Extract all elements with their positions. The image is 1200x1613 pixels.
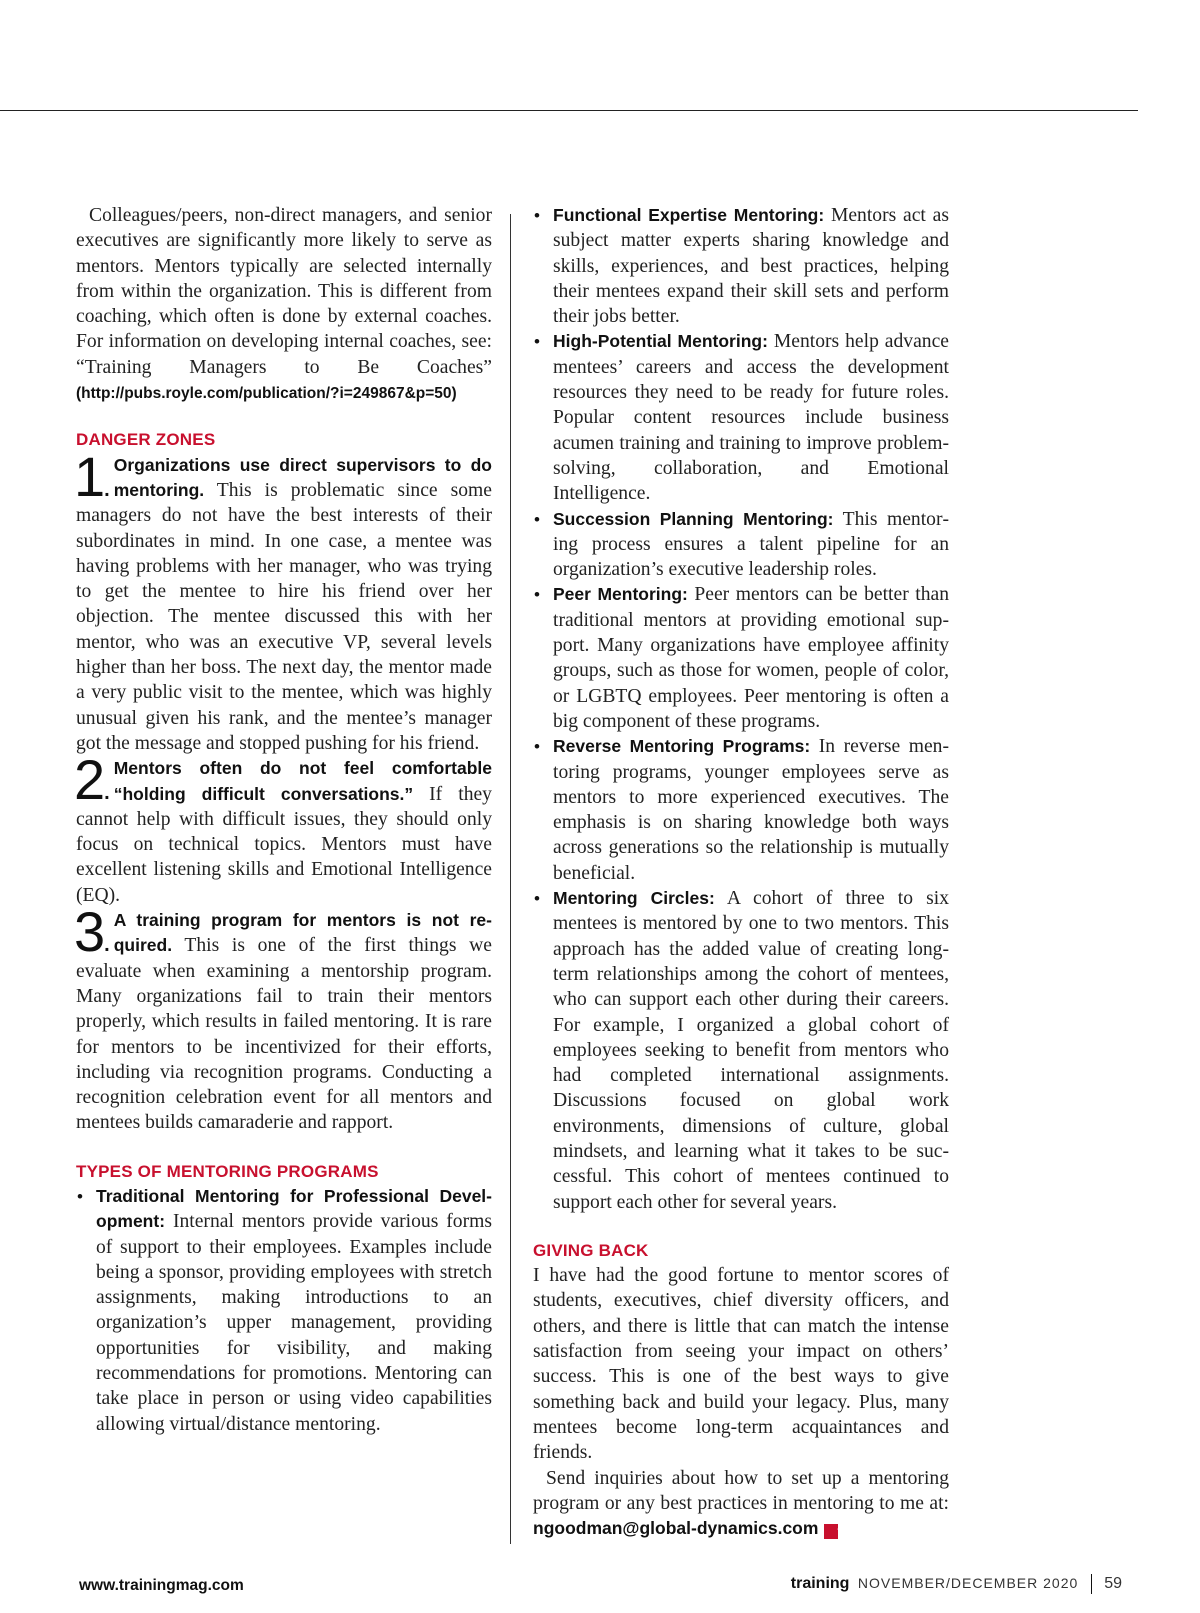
list-item — [533, 734, 949, 886]
list-item — [533, 203, 949, 329]
author-email-link[interactable]: ngoodman@global-dynamics.com — [533, 1518, 819, 1539]
danger-item-lead: Organizations use direct supervisors to do mentoring. — [113, 454, 492, 500]
danger-zones-heading: DANGER ZONES — [76, 430, 216, 450]
top-rule — [0, 110, 1138, 111]
list-item-text: This mentoring process ensures a talent pipeline for an organization’s executive leadership roles. — [553, 508, 949, 581]
types-list-left — [76, 1184, 492, 1437]
list-item-lead: Succession Planning Mentoring: — [553, 508, 834, 529]
list-item-text: Mentors act as subject matter experts sharing knowledge and skills, experiences, and best practices, helping their mentees expand their skill sets and perform their jobs better. — [553, 205, 949, 328]
danger-item-lead: A training program for mentors is not required. — [113, 910, 492, 956]
list-item — [76, 1184, 492, 1437]
danger-item-text: If they cannot help with difficult issues, they should only focus on technical topics. Mentors must have excellent listening skills and Emotional Intelligence (EQ). — [76, 783, 492, 906]
danger-item-lead: Mentors often do not feel comfortable “holding difficult conversations.” — [113, 758, 492, 804]
bullet-icon: • — [534, 737, 540, 757]
bullet-icon: • — [534, 332, 540, 352]
bullet-icon: • — [534, 889, 540, 909]
list-item-lead: Functional Expertise Mentoring: — [553, 205, 825, 225]
list-item-text: Peer mentors can be better than traditional mentors at providing emotional support. Many organizations have employee affinity groups, such as those for women, people of color, or LGBTQ employees. Peer mentoring is often a big component of these programs. — [553, 584, 949, 732]
intro-paragraph — [76, 203, 492, 406]
danger-item-text: This is one of the first things we evaluate when examining a mentorship program. Many organizations fail to train their mentors properly, which results in failed mentoring. It is rare for mentors to be incentivized for their efforts, including via recognition programs. Conducting a recognition celebration event for all mentors and mentees builds camaraderie and rapport. — [76, 935, 492, 1134]
list-item — [533, 507, 949, 583]
bullet-icon: • — [534, 509, 540, 529]
bullet-icon: • — [77, 1186, 83, 1206]
list-item-lead: High-Potential Mentoring: — [553, 331, 768, 352]
giving-back-paragraph-1: I have had the good fortune to mentor scores of students, executives, chief diversity officers, and others, and there is little that can match the intense satisfaction from seeing your impact on others’ success. This is one of the best ways to give something back and build your legacy. Plus, many mentees become long-term acquaintances and friends. — [533, 1265, 949, 1464]
right-column — [533, 203, 949, 1541]
list-item — [533, 329, 949, 506]
footer-brand: training — [790, 1575, 850, 1593]
left-column — [76, 203, 492, 1437]
coaches-article-link[interactable]: (http://pubs.royle.com/publication/?i=249867&p=50) — [76, 385, 457, 403]
types-list-right — [533, 203, 949, 1215]
list-item-text: Mentors help advance mentees’ careers and access the development resources they need to be ready for future roles. Popular content resources include business acumen training and training to improve problem-solving, collaboration, and Emotional Intelligence. — [553, 331, 949, 505]
danger-item-2 — [74, 748, 492, 908]
danger-item-3 — [74, 900, 492, 1136]
bullet-icon: • — [534, 206, 540, 225]
inquiry-text: Send inquiries about how to set up a mentoring program or any best practices in mentoring to me at: — [533, 1467, 949, 1514]
list-item-lead: Peer Mentoring: — [553, 584, 688, 605]
footer-separator — [1091, 1574, 1092, 1594]
giving-back-paragraph-2 — [533, 1466, 949, 1542]
danger-item-number: 1. — [74, 444, 110, 508]
footer-website-link[interactable]: www.trainingmag.com — [79, 1577, 244, 1594]
list-item-text: In reverse mentoring programs, younger employees serve as mentors to more experienced executives. The emphasis is on sharing knowledge both ways across generations so the relationship is mutually beneficial. — [553, 736, 949, 884]
bullet-icon: • — [534, 585, 540, 605]
page-number: 59 — [1104, 1575, 1122, 1593]
list-item — [533, 886, 949, 1215]
footer-issue-date: NOVEMBER/DECEMBER 2020 — [857, 1575, 1079, 1592]
danger-item-text: This is problematic since some managers do not have the best interests of their subordinates in mind. In one case, a mentee was having problems with her manager, who was trying to get the mentee to hire his friend over her objection. The mentee discussed this with her mentor, who was an executive VP, several levels higher than her boss. The next day, the mentor made a very public visit to the mentee, which was highly unusual given his rank, and the mentee’s manager got the message and stopped pushing for his friend. — [76, 479, 492, 754]
types-heading: TYPES OF MENTORING PROGRAMS — [76, 1161, 379, 1181]
intro-text: Colleagues/peers, non-direct managers, and senior executives are significantly more likely to serve as mentors. Mentors typically are selected internally from within the organization. This is different from coaching, which often is done by external coaches. For information on developing internal coaches, see: “Training Managers to Be Coaches” — [76, 205, 492, 378]
list-item-text: Internal mentors provide various forms of support to their employees. Examples include being a sponsor, providing employees with stretch assignments, making introductions to an organization’s upper management, providing opportunities for visibility, and making recommendations for promotions. Mentoring can take place in person or using video capabilities allowing virtual/distance mentoring. — [96, 1211, 492, 1435]
giving-back-heading: GIVING BACK — [533, 1240, 649, 1260]
list-item-text: A cohort of three to six mentees is mentored by one to two mentors. This approach has the added value of creating long-term relationships among the cohort of mentees, who can support each other during their careers. For example, I organized a global cohort of employees seeking to benefit from mentors who had completed international assignments. Discussions focused on global work environments, dimensions of culture, global mindsets, and learning what it takes to be successful. This cohort of mentees continued to support each other for several years. — [553, 888, 949, 1213]
danger-item-number: 3. — [74, 900, 110, 964]
end-mark-icon: t — [824, 1524, 838, 1539]
list-item-lead: Traditional Mentoring for Professional Development: — [96, 1185, 492, 1232]
danger-item-1 — [74, 444, 492, 757]
list-item — [533, 582, 949, 734]
list-item-lead: Mentoring Circles: — [553, 888, 715, 909]
column-divider — [510, 214, 511, 1544]
footer-folio — [791, 1574, 1122, 1594]
list-item-lead: Reverse Mentoring Programs: — [553, 736, 811, 757]
danger-item-number: 2. — [74, 748, 110, 812]
